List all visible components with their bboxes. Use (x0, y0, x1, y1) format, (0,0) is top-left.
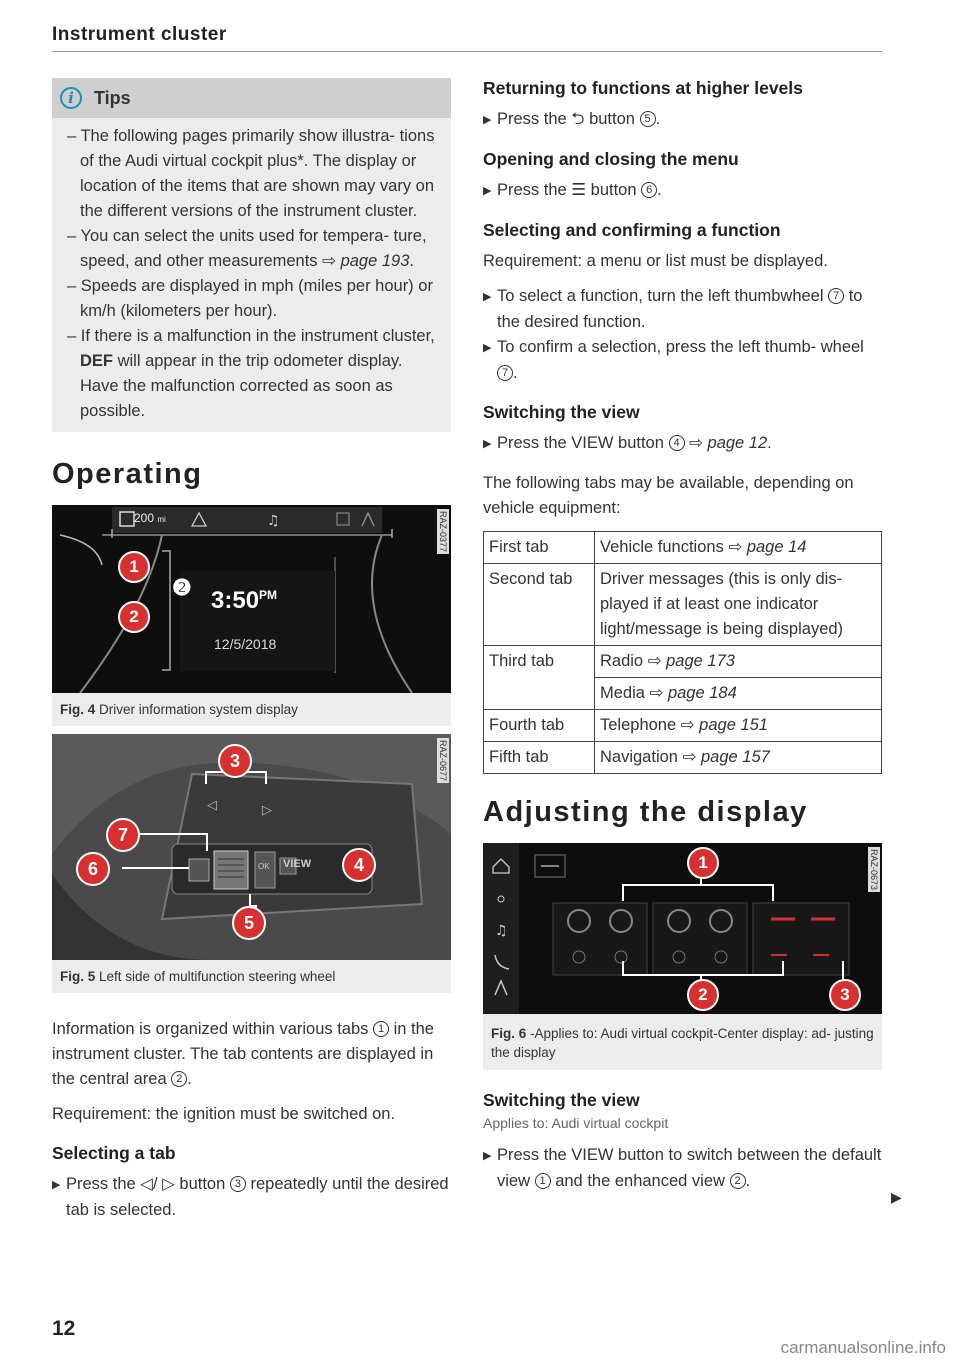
ok-label: OK (258, 862, 270, 871)
table-cell (595, 678, 882, 710)
fuel-range-unit: mi (157, 515, 166, 524)
bullet-text: To confirm a selection, press the left thumb- wheel (497, 338, 864, 356)
bullet-text: Press the ⮌ button (497, 110, 635, 128)
page-link[interactable]: ⇨ page 157 (682, 748, 770, 766)
table-cell: Third tab (484, 646, 595, 710)
continue-arrow-icon: ▶ (891, 1189, 902, 1205)
bullet-arrow-icon: ▶ (483, 1150, 492, 1162)
selecting-heading: Selecting and confirming a function (483, 220, 781, 240)
marker-4: 4 (342, 848, 376, 882)
right-column (483, 74, 883, 1194)
figure-caption-text: Driver information system display (99, 702, 298, 717)
switching-view-heading: Switching the view (483, 1090, 640, 1110)
figure-label: Fig. 5 (60, 969, 96, 984)
returning-heading: Returning to functions at higher levels (483, 78, 803, 98)
page-link[interactable]: ⇨ page 184 (649, 684, 737, 702)
requirement-text: Requirement: a menu or list must be displayed. (483, 252, 828, 270)
cell-text: Navigation (600, 748, 683, 766)
table-row (484, 742, 882, 774)
tip-item (64, 124, 439, 224)
callout-1: 1 (535, 1173, 551, 1189)
marker-1-label: 1 (118, 551, 150, 583)
bullet-text: Press the VIEW button (497, 434, 664, 452)
figure-code: RAZ-0673 (869, 849, 879, 891)
bullet-arrow-icon: ▶ (483, 342, 492, 354)
figure-6-caption (483, 1014, 882, 1070)
marker-7: 7 (106, 818, 140, 852)
tip-text: – If there is a malfunction in the instrument cluster, (67, 327, 435, 345)
bullet-arrow-icon: ▶ (483, 185, 492, 197)
marker-3: 3 (829, 979, 861, 1011)
svg-text:♫: ♫ (267, 513, 280, 529)
svg-text:♫: ♫ (495, 923, 508, 939)
tips-title: Tips (94, 87, 131, 108)
marker-1 (118, 551, 150, 583)
bullet-item: ▶ Press the ☰ button 6 . (483, 178, 883, 204)
marker-5: 5 (232, 906, 266, 940)
marker-6: 6 (76, 852, 110, 886)
svg-text:◁: ◁ (207, 798, 217, 813)
paragraph: The following tabs may be available, depending on vehicle equipment: (483, 474, 854, 517)
view-button-label: VIEW (283, 858, 312, 870)
tips-body (52, 118, 451, 432)
tip-text: – You can select the units used for tempera- ture, speed, and other measurements (67, 227, 427, 270)
callout-2: 2 (730, 1173, 746, 1189)
svg-text:▷: ▷ (262, 803, 272, 818)
bullet-text: repeatedly until the desired tab is selected. (66, 1175, 449, 1219)
switching-heading: Switching the view (483, 402, 640, 422)
clock-display (211, 587, 277, 615)
adjusting-heading: Adjusting the display (483, 796, 808, 828)
figure-6-image (483, 843, 882, 1014)
tip-item (64, 224, 439, 274)
paragraph-text: in the instrument cluster. The tab contents are displayed in the central area (52, 1020, 434, 1088)
marker-3: 3 (218, 744, 252, 778)
table-cell: Fifth tab (484, 742, 595, 774)
figure-5-image (52, 734, 451, 960)
bullet-arrow-icon: ▶ (483, 291, 492, 303)
figure-label: Fig. 6 (491, 1026, 527, 1041)
table-cell (595, 564, 882, 646)
cell-text: Driver messages (this is only dis- played if at least one indicator light/message is being displayed) (600, 570, 844, 638)
tip-text: – The following pages primarily show illustra- tions of the Audi virtual cockpit plus*. The display or location of the items that are shown may vary on the different versions of the instrument cluster. (67, 127, 435, 220)
tip-item (64, 274, 439, 324)
bullet-arrow-icon: ▶ (483, 114, 492, 126)
bullet-item (483, 284, 883, 335)
clock-suffix: PM (259, 588, 278, 602)
tip-text: . (409, 252, 414, 270)
figure-5-caption (52, 960, 451, 993)
figure-4-image (52, 505, 451, 693)
table-cell (595, 532, 882, 564)
figure-4-caption (52, 693, 451, 726)
bullet-text: Press the VIEW button to switch between the default view (497, 1146, 882, 1190)
table-cell: First tab (484, 532, 595, 564)
tabs-table (483, 531, 882, 774)
callout-3: 3 (230, 1176, 246, 1192)
page-link[interactable]: ⇨ page 12 (689, 434, 768, 452)
figure-label: Fig. 4 (60, 702, 96, 717)
bullet-item (52, 1172, 452, 1223)
bullet-arrow-icon: ▶ (483, 438, 492, 450)
def-code: DEF (80, 352, 113, 370)
table-row (484, 564, 882, 646)
bullet-item: ▶ Press the VIEW button to switch between the default view 1 and the enhanced view 2 . (483, 1146, 882, 1190)
table-row (484, 532, 882, 564)
bullet-item: ▶ Press the VIEW button 4 ⇨ page 12. (483, 431, 883, 457)
cell-text: Media (600, 684, 650, 702)
callout-2: 2 (171, 1071, 187, 1087)
info-icon: i (60, 87, 82, 109)
figure-caption-text: -Applies to: Audi virtual cockpit-Center display: ad- justing the display (491, 1026, 874, 1060)
cell-text: Vehicle functions (600, 538, 729, 556)
marker-2-label: 2 (118, 601, 150, 633)
callout-4: 4 (669, 435, 685, 451)
callout-7: 7 (497, 365, 513, 381)
page-number: 12 (52, 1317, 76, 1340)
left-column (52, 78, 452, 1223)
bullet-item: ▶ To confirm a selection, press the left thumb- wheel 7 . (483, 338, 864, 382)
opening-heading: Opening and closing the menu (483, 149, 739, 169)
bullet-arrow-icon: ▶ (52, 1179, 61, 1191)
bullet-text: to the desired function. (497, 287, 863, 331)
cell-text: Telephone (600, 716, 681, 734)
fuel-range: 200 (134, 511, 155, 525)
callout-7: 7 (828, 288, 844, 304)
header-title: Instrument cluster (52, 24, 227, 45)
applies-to-text: Applies to: Audi virtual cockpit (483, 1115, 669, 1131)
clock-time: 3:50 (211, 587, 260, 614)
callout-6: 6 (641, 182, 657, 198)
table-row (484, 710, 882, 742)
tip-text: – Speeds are displayed in mph (miles per hour) or km/h (kilometers per hour). (67, 277, 433, 320)
page-link[interactable]: ⇨ page 193 (322, 252, 410, 270)
callout-1: 1 (373, 1021, 389, 1037)
marker-2 (118, 601, 150, 633)
tip-text: will appear in the trip odometer display. Have the malfunction corrected as soon as possible. (80, 352, 403, 420)
table-cell: Second tab (484, 564, 595, 646)
figure-code: RAZ-0377 (438, 511, 448, 553)
marker-1: 1 (687, 847, 719, 879)
bullet-text: Press the ◁/ ▷ button (66, 1175, 226, 1193)
paragraph-text: Information is organized within various tabs (52, 1020, 369, 1038)
selecting-tab-heading: Selecting a tab (52, 1143, 176, 1163)
figure-caption-text: Left side of multifunction steering wheel (99, 969, 336, 984)
header-divider (52, 51, 882, 52)
cell-text: Radio (600, 652, 648, 670)
table-cell (595, 742, 882, 774)
center-display-illustration (483, 843, 882, 1014)
operating-heading: Operating (52, 458, 203, 490)
page-link[interactable]: ⇨ page 14 (728, 538, 807, 556)
page-link[interactable]: ⇨ page 151 (680, 716, 768, 734)
requirement-text: Requirement: the ignition must be switched on. (52, 1105, 396, 1123)
table-row (484, 646, 882, 678)
watermark: carmanualsonline.info (780, 1338, 946, 1357)
marker-2: 2 (687, 979, 719, 1011)
bullet-text: To select a function, turn the left thumbwheel (497, 287, 824, 305)
svg-text:❷: ❷ (172, 575, 192, 600)
bullet-text: Press the ☰ button (497, 181, 637, 199)
tip-item (64, 324, 439, 424)
table-cell (595, 710, 882, 742)
page-link[interactable]: ⇨ page 173 (647, 652, 735, 670)
callout-5: 5 (640, 111, 656, 127)
tips-header (52, 78, 451, 118)
bullet-text: and the enhanced view (555, 1172, 725, 1190)
bullet-item: ▶ Press the ⮌ button 5 . (483, 107, 883, 133)
date-display: 12/5/2018 (214, 636, 277, 652)
figure-code: RAZ-0677 (438, 740, 448, 782)
tips-box (52, 78, 451, 432)
paragraph: Information is organized within various tabs 1 in the instrument cluster. The tab contents are displayed in the central area 2 . (52, 1020, 434, 1088)
table-cell (595, 646, 882, 678)
table-cell: Fourth tab (484, 710, 595, 742)
